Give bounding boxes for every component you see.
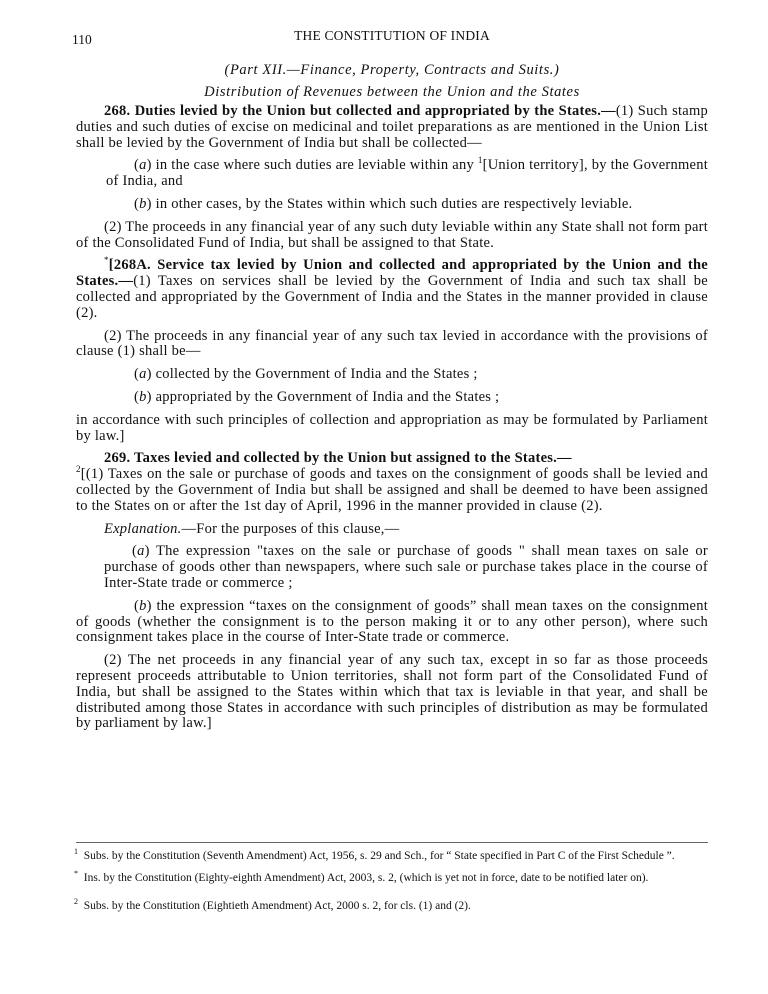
- article-269-explanation: Explanation.—For the purposes of this clause,—: [104, 520, 400, 537]
- article-269-number: 269.: [104, 450, 131, 467]
- running-title: THE CONSTITUTION OF INDIA: [294, 28, 490, 43]
- page-header: [72, 28, 708, 48]
- footnotes: [74, 849, 710, 921]
- page-number: 110: [72, 32, 92, 47]
- footnote-ref-star: *: [104, 255, 109, 266]
- footnote-2: $^2$ Subs. by the Constitution (Eightieth Amendment) Act, 2000 s. 2, for cls. (1) and (2).: [74, 897, 471, 912]
- article-269-clause-1: 269. Taxes levied and collected by the Union but assigned to the States.— $^2$[(1) Taxes on the sale or purchase of goods and taxes on the consignment of goods shall be levied and collected by the Government of India but shall be assigned and shall be deemed to have been assigned to the States on or after the 1st day of April, 1996 in the manner provided in clause (2).: [76, 450, 708, 514]
- article-268A-closing: in accordance with such principles of collection and appropriation as may be formulated by Parliament by law.]: [76, 411, 708, 444]
- article-269-clause-2: (2) The net proceeds in any financial year of any such tax, except in so far as those proceeds represent proceeds attributable to Union territories, shall not form part of the Consolidated Fund of India, but shall be assigned to the States within which that tax is leviable in that year, and shall be distributed among those States in accordance with such principles of distribution as may be formulated by parliament by law.]: [76, 652, 708, 732]
- article-268-clause-2: (2) The proceeds in any financial year of any such duty leviable within any State shall not form part of the Consolidated Fund of India, but shall be assigned to that State.: [76, 218, 708, 251]
- article-268A-sub-b: (b) appropriated by the Government of India and the States ;: [134, 388, 500, 405]
- article-269-sub-b: (b) the expression “taxes on the consignment of goods” shall mean taxes on the consignment of goods (whether the consignment is to the person making it or to any other person), where such consignment takes place in the course of Inter-State trade or commerce.: [76, 597, 708, 646]
- article-268A-clause-1: *[268A. Service tax levied by Union and collected and appropriated by the Union and the States.—(1) Taxes on services shall be levied by the Government of India and such tax shall be collected and appropriated by the Government of India and the States in the manner provided in clause (2).: [76, 255, 708, 321]
- article-269-sub-a: (a) The expression "taxes on the sale or purchase of goods " shall mean taxes on sale or purchase of goods other than newspapers, where such sale or purchase takes place in the course of Inter-State trade or commerce ;: [104, 543, 708, 591]
- footnote-star: * Ins. by the Constitution (Eighty-eighth Amendment) Act, 2003, s. 2, (which is yet not in force, date to be notified later on).: [74, 869, 649, 884]
- article-269-title: Taxes levied and collected by the Union but assigned to the States.—: [134, 450, 572, 467]
- sub-a-label: a: [139, 157, 147, 174]
- article-268A-clause-2: (2) The proceeds in any financial year of any such tax levied in accordance with the provisions of clause (1) shall be—: [76, 327, 708, 360]
- article-268-clause-1-text: (1) Such stamp duties and such duties of excise on medicinal and toilet preparations as are mentioned in the Union List shall be levied by the Government of India but shall be collected—: [76, 103, 709, 151]
- article-268-title: Duties levied by the Union but collected and appropriated by the States.—: [134, 103, 616, 119]
- footnote-divider: [76, 842, 708, 843]
- article-268-sub-a: (a) in the case where such duties are leviable within any $^1$[Union territory], by the Government of India, and: [106, 155, 708, 190]
- part-heading: (Part XII.—Finance, Property, Contracts and Suits.): [224, 62, 560, 78]
- article-268A-title: Service tax levied by Union and collected and appropriated by the Union and the States.—: [76, 257, 708, 290]
- sub-b-label: b: [139, 195, 147, 212]
- article-268-number: 268.: [104, 103, 131, 119]
- article-268A-number: [268A.: [108, 257, 151, 274]
- subheading: Distribution of Revenues between the Union and the States: [204, 84, 580, 100]
- footnote-ref-1: 1: [477, 155, 483, 166]
- footnote-ref-2: 2: [76, 464, 81, 475]
- body-text: [76, 104, 708, 739]
- article-268A-sub-a: (a) collected by the Government of India and the States ;: [134, 366, 478, 383]
- article-268-sub-b: (b) in other cases, by the States within which such duties are respectively leviable.: [134, 195, 633, 212]
- article-268-clause-1: [76, 104, 708, 151]
- footnote-1: $^1$ Subs. by the Constitution (Seventh Amendment) Act, 1956, s. 29 and Sch., for “ State specified in Part C of the First Schedule ”.: [74, 847, 675, 862]
- explanation-label: Explanation.: [104, 520, 182, 537]
